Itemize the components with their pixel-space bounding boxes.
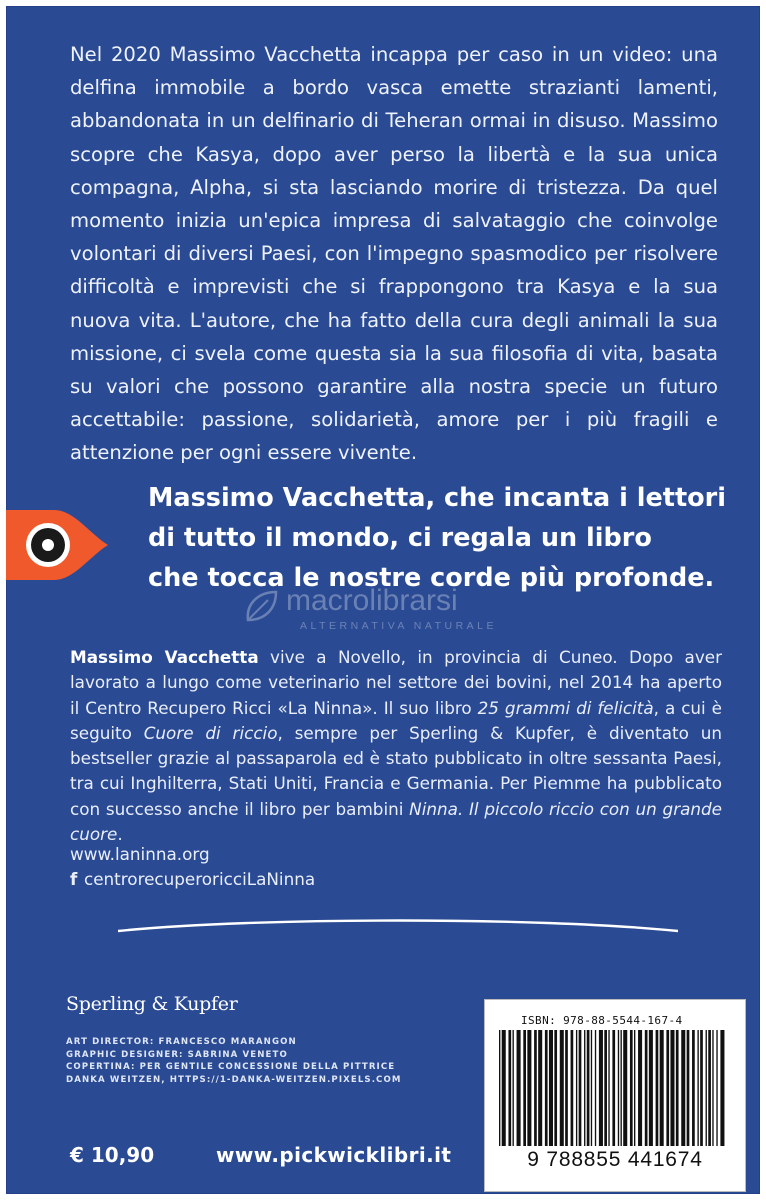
barcode-bar bbox=[608, 1030, 609, 1146]
credits bbox=[66, 1036, 402, 1086]
barcode-bar bbox=[649, 1030, 653, 1146]
bio-book-3: Ninna. Il piccolo riccio con un grande cuore bbox=[70, 798, 722, 845]
bio-paragraph bbox=[70, 645, 722, 847]
bio-text-3: , sempre per Sperling & Kupfer, è diventato un bestseller grazie al passaparola ed è stato pubblicato in oltre sessanta Paesi, tra cui Inghilterra, Stati Uniti, Francia e Germania. Per Piemme ha pubblicato con successo anche il libro per bambini bbox=[70, 722, 722, 819]
barcode-bar bbox=[681, 1030, 685, 1146]
eye-highlight bbox=[42, 539, 54, 551]
barcode-bar bbox=[666, 1030, 669, 1146]
barcode-bar bbox=[549, 1030, 553, 1146]
author-bio bbox=[70, 645, 722, 847]
bio-text-2: , a cui è seguito bbox=[70, 697, 722, 743]
barcode-bar bbox=[697, 1030, 698, 1146]
watermark-tagline: ALTERNATIVA NATURALE bbox=[300, 620, 497, 632]
barcode-bar bbox=[571, 1030, 574, 1146]
price: € 10,90 bbox=[70, 1143, 155, 1167]
barcode-bar bbox=[579, 1030, 582, 1146]
barcode-bar bbox=[513, 1030, 514, 1146]
barcode-bar bbox=[554, 1030, 557, 1146]
facebook-icon: f bbox=[70, 869, 78, 890]
barcode-bar bbox=[604, 1030, 607, 1146]
blurb bbox=[70, 38, 718, 470]
barcode-bar bbox=[656, 1030, 659, 1146]
barcode-bar bbox=[670, 1030, 674, 1146]
barcode-bar bbox=[716, 1030, 717, 1146]
barcode-bar bbox=[634, 1030, 635, 1146]
bio-book-1: 25 grammi di felicità bbox=[477, 697, 654, 718]
barcode-bar bbox=[692, 1030, 695, 1146]
barcode-bar bbox=[708, 1030, 711, 1146]
barcode-bar bbox=[700, 1030, 703, 1146]
book-back-cover bbox=[6, 6, 760, 1194]
barcode-bar bbox=[645, 1030, 648, 1146]
barcode-bar bbox=[584, 1030, 585, 1146]
barcode-bar bbox=[687, 1030, 690, 1146]
barcode-bar bbox=[523, 1030, 526, 1146]
wave-divider bbox=[118, 911, 678, 939]
author-links bbox=[70, 842, 315, 893]
bio-text-4: . bbox=[117, 824, 123, 845]
barcode-bar bbox=[576, 1030, 577, 1146]
bio-author: Massimo Vacchetta bbox=[70, 647, 259, 667]
barcode-bar bbox=[502, 1030, 506, 1146]
barcode-bar bbox=[720, 1030, 724, 1146]
website-link[interactable]: www.laninna.org bbox=[70, 844, 210, 864]
publisher-website[interactable]: www.pickwicklibri.it bbox=[216, 1143, 452, 1167]
barcode-bar bbox=[560, 1030, 564, 1146]
barcode-bar bbox=[538, 1030, 542, 1146]
barcode-bar bbox=[545, 1030, 548, 1146]
barcode-bar bbox=[630, 1030, 633, 1146]
barcode-bar bbox=[618, 1030, 619, 1146]
barcode-bar bbox=[534, 1030, 537, 1146]
eye-icon bbox=[6, 500, 108, 590]
quote-line-2: di tutto il mondo, ci regala un libro bbox=[148, 523, 652, 553]
barcode-bar bbox=[660, 1030, 664, 1146]
credit-line-3: COPERTINA: PER GENTILE CONCESSIONE DELLA PITTRICE bbox=[66, 1062, 396, 1073]
barcode bbox=[484, 999, 746, 1192]
pull-quote bbox=[148, 478, 728, 598]
watermark-name: macrolibrarsi bbox=[286, 584, 458, 617]
barcode-bar bbox=[621, 1030, 622, 1146]
barcode-bar bbox=[565, 1030, 568, 1146]
barcode-bar bbox=[587, 1030, 590, 1146]
isbn-number: 9 788855 441674 bbox=[527, 1148, 703, 1171]
bio-text-1: vive a Novello, in provincia di Cuneo. Dopo aver lavorato a lungo come veterinario nel settore dei bovini, nel 2014 ha aperto il Centro Recupero Ricci «La Ninna». Il suo libro bbox=[70, 647, 722, 718]
barcode-bar bbox=[712, 1030, 713, 1146]
credit-line-1: ART DIRECTOR: FRANCESCO MARANGON bbox=[66, 1037, 297, 1047]
credit-line-2: GRAPHIC DESIGNER: SABRINA VENETO bbox=[66, 1049, 288, 1060]
facebook-link[interactable] bbox=[70, 867, 315, 892]
barcode-bar bbox=[612, 1030, 615, 1146]
barcode-bar bbox=[499, 1030, 500, 1146]
barcode-bar bbox=[508, 1030, 511, 1146]
barcode-bar bbox=[676, 1030, 679, 1146]
isbn-label: ISBN: 978-88-5544-167-4 bbox=[521, 1014, 683, 1027]
quote-line-1: Massimo Vacchetta, che incanta i lettori bbox=[148, 483, 726, 513]
barcode-bar bbox=[595, 1030, 596, 1146]
barcode-bar bbox=[623, 1030, 627, 1146]
publisher-logo: Sperling & Kupfer bbox=[66, 993, 238, 1015]
barcode-bar bbox=[527, 1030, 531, 1146]
facebook-handle: centrorecuperoricciLaNinna bbox=[84, 869, 316, 890]
barcode-bar bbox=[638, 1030, 642, 1146]
bio-book-2: Cuore di riccio bbox=[143, 722, 278, 743]
barcode-bar bbox=[599, 1030, 603, 1146]
barcode-bar bbox=[706, 1030, 707, 1146]
barcode-bars bbox=[493, 1030, 733, 1152]
credit-line-4: DANKA WEITZEN, HTTPS://1-DANKA-WEITZEN.PIXELS.COM bbox=[66, 1074, 402, 1085]
barcode-bar bbox=[517, 1030, 521, 1146]
blurb-text: Nel 2020 Massimo Vacchetta incappa per caso in un video: una delfina immobile a bordo vasca emette strazianti lamenti, abbandonata in un delfinario di Teheran ormai in disuso. Massimo scopre che Kasya, dopo aver perso la libertà e la sua unica compagna, Alpha, si sta lasciando morire di tristezza. Da quel momento inizia un'epica impresa di salvataggio che coinvolge volontari di diversi Paesi, con l'impegno spasmodico per risolvere difficoltà e imprevisti che si frappongono tra Kasya e la sua nuova vita. L'autore, che ha fatto della cura degli animali la sua missione, ci svela come questa sia la sua filosofia di vita, basata su valori che possono garantire alla nostra specie un futuro accettabile: passione, solidarietà, amore per i più fragili e attenzione per ogni essere vivente. bbox=[70, 43, 718, 465]
barcode-bar bbox=[591, 1030, 592, 1146]
watermark bbox=[242, 584, 562, 636]
leaf-logo-icon bbox=[242, 586, 282, 626]
quote-line-3: che tocca le nostre corde più profonde. bbox=[148, 563, 715, 593]
